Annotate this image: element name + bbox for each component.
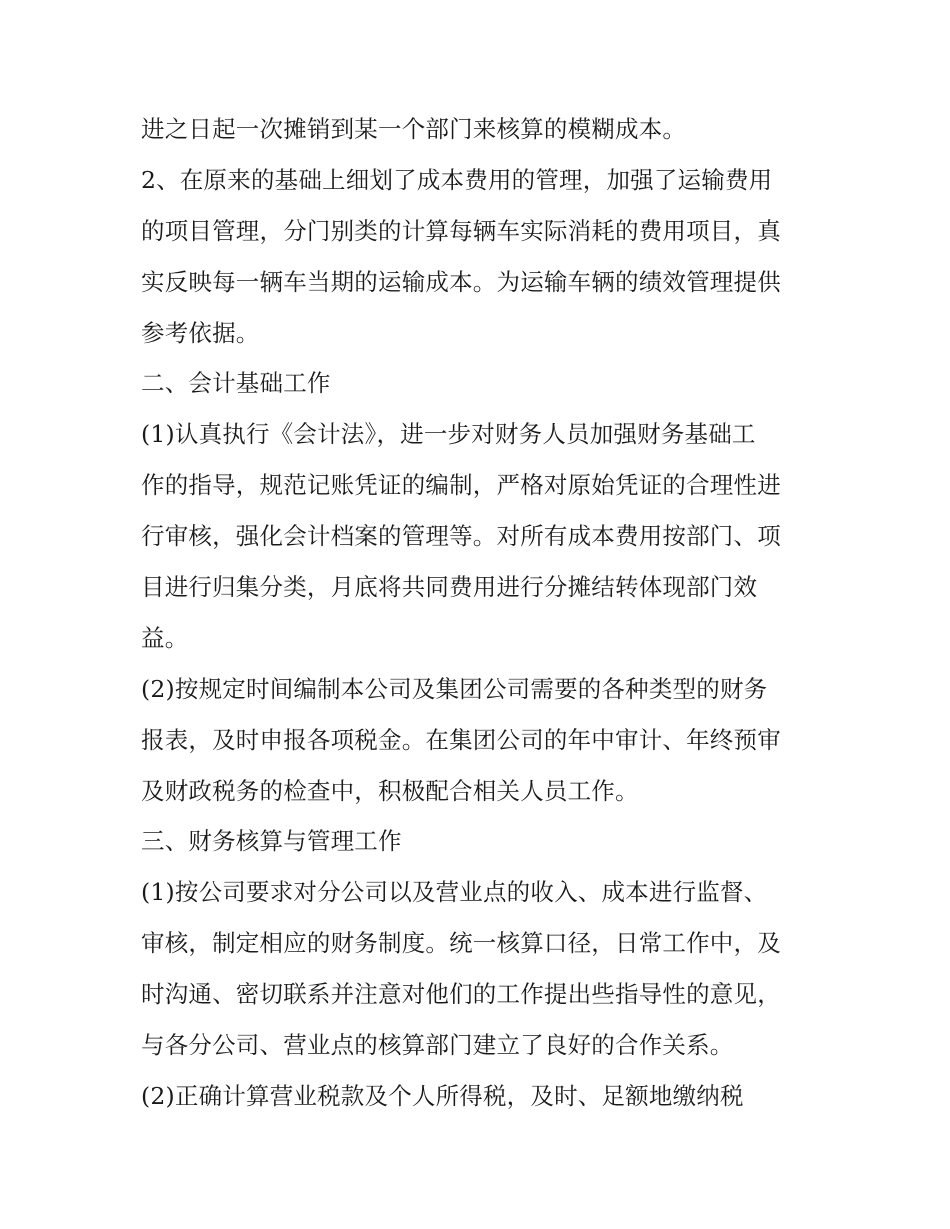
text-line: (1)认真执行《会计法》，进一步对财务人员加强财务基础工 — [141, 420, 756, 449]
text-line: 及财政税务的检查中，积极配合相关人员工作。 — [141, 776, 639, 805]
text-line: (2)正确计算营业税款及个人所得税，及时、足额地缴纳税 — [141, 1081, 744, 1110]
text-line: 目进行归集分类，月底将共同费用进行分摊结转体现部门效 — [141, 573, 758, 602]
text-line: 与各分公司、营业点的核算部门建立了良好的合作关系。 — [141, 1031, 734, 1060]
text-line: 进之日起一次摊销到某一个部门来核算的模糊成本。 — [141, 115, 687, 143]
section-heading: 三、财务核算与管理工作 — [141, 827, 402, 856]
text-line: (1)按公司要求对分公司以及营业点的收入、成本进行监督、 — [141, 878, 768, 907]
text-line: (2)按规定时间编制本公司及集团公司需要的各种类型的财务 — [141, 674, 768, 703]
text-line: 2、在原来的基础上细划了成本费用的管理，加强了运输费用 — [141, 165, 773, 194]
text-line: 时沟通、密切联系并注意对他们的工作提出些指导性的意见， — [141, 980, 781, 1009]
text-line: 审核，制定相应的财务制度。统一核算口径，日常工作中，及 — [141, 929, 781, 958]
text-line: 益。 — [141, 623, 189, 652]
text-line: 的项目管理，分门别类的计算每辆车实际消耗的费用项目，真 — [141, 216, 781, 245]
text-line: 实反映每一辆车当期的运输成本。为运输车辆的绩效管理提供 — [141, 267, 781, 296]
section-heading: 二、会计基础工作 — [141, 369, 331, 398]
document-page — [141, 104, 813, 1122]
text-line: 参考依据。 — [141, 318, 260, 347]
text-line: 行审核，强化会计档案的管理等。对所有成本费用按部门、项 — [141, 522, 781, 551]
text-line: 报表，及时申报各项税金。在集团公司的年中审计、年终预审 — [141, 725, 781, 754]
text-line: 作的指导，规范记账凭证的编制，严格对原始凭证的合理性进 — [141, 471, 781, 500]
